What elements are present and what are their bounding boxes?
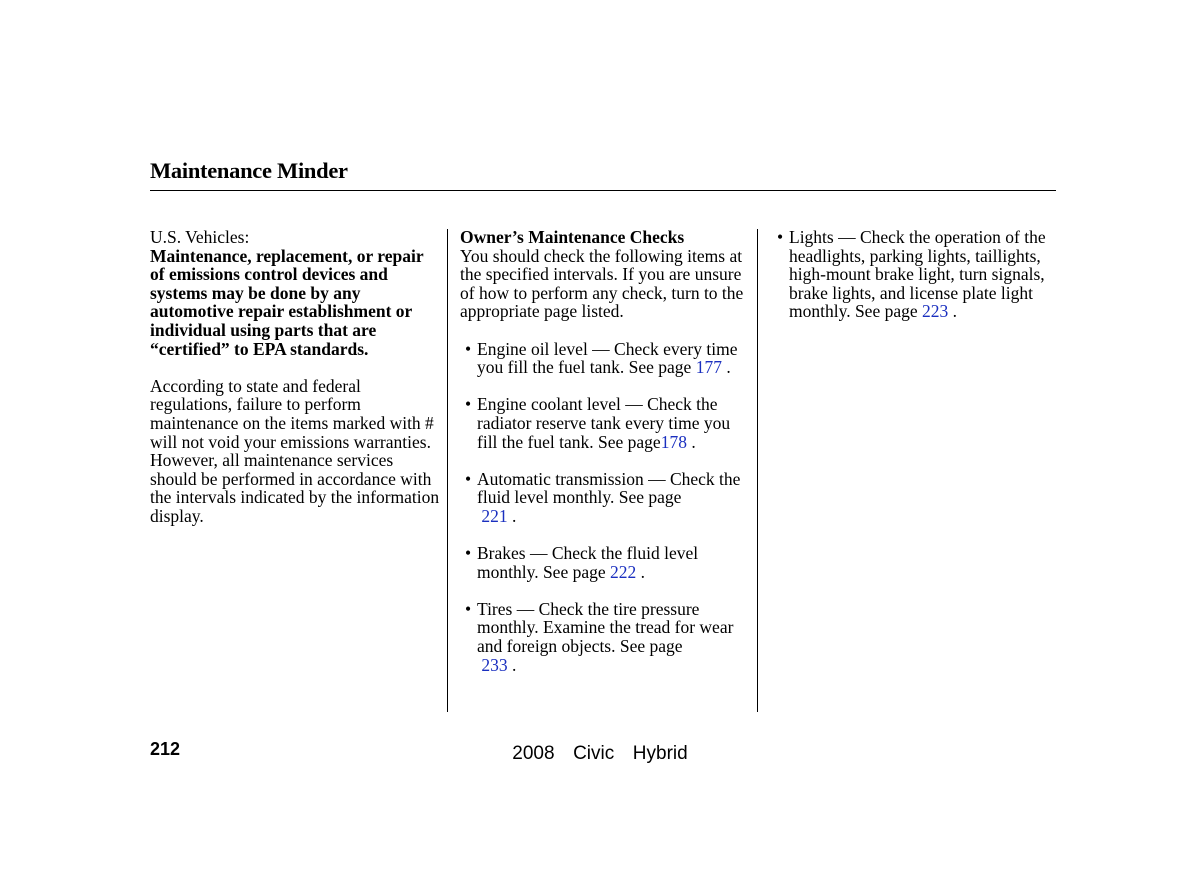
- section-heading: Owner’s Maintenance Checks: [460, 227, 685, 247]
- page-link[interactable]: 222: [610, 561, 637, 582]
- list-item: [460, 600, 752, 674]
- bullet-icon: •: [465, 468, 472, 489]
- regulations-paragraph: According to state and federal regulations, failure to perform maintenance on the items marked with # will not void your emissions warranties. However, all maintenance services should be performed in accordance with the intervals indicated by the information display.: [150, 375, 440, 526]
- page-title: Maintenance Minder: [150, 158, 348, 183]
- bullet-icon: •: [465, 338, 472, 359]
- period: .: [948, 301, 958, 322]
- check-text: Brakes — Check the fluid level monthly. See page: [477, 543, 699, 582]
- footer-model: [0, 743, 1200, 765]
- page-link[interactable]: 221: [481, 505, 508, 526]
- list-item: [460, 340, 752, 377]
- bullet-icon: •: [465, 394, 472, 415]
- check-text: Tires — Check the tire pressure monthly. Examine the tread for wear and foreign objects. See page: [477, 598, 734, 657]
- list-item: [460, 470, 752, 526]
- period: .: [507, 505, 517, 526]
- period: .: [686, 431, 696, 452]
- period: .: [636, 561, 646, 582]
- bullet-icon: •: [777, 227, 784, 247]
- footer-text: 2008 Civic Hybrid: [512, 743, 688, 764]
- page-link[interactable]: 178: [660, 431, 687, 452]
- period: .: [507, 654, 517, 675]
- list-item: [460, 544, 752, 581]
- column-divider: [447, 229, 448, 712]
- check-text: Engine oil level — Check every time you fill the fuel tank. See page: [477, 338, 738, 378]
- list-item: [460, 395, 752, 451]
- check-text: Automatic transmission — Check the fluid level monthly. See page: [477, 468, 741, 508]
- page-link[interactable]: 177: [695, 357, 722, 378]
- column-middle: [460, 228, 752, 674]
- column-left: [150, 228, 442, 526]
- emissions-warning: Maintenance, replacement, or repair of emissions control devices and systems may be done by any automotive repair establishment or individual using parts that are “certified” to EPA standards.: [150, 245, 424, 359]
- column-divider: [757, 229, 758, 712]
- intro-paragraph: You should check the following items at the specified intervals. If you are unsure of how to perform any check, turn to the appropriate page listed.: [460, 245, 744, 322]
- bullet-icon: •: [465, 543, 472, 564]
- check-text: Lights — Check the operation of the headlights, parking lights, taillights, high-mount brake light, turn signals, brake lights, and license plate light monthly. See page: [789, 227, 1046, 322]
- page-number: 212: [150, 739, 181, 759]
- page-link[interactable]: 223: [922, 301, 949, 322]
- page-link[interactable]: 233: [481, 654, 508, 675]
- column-right: [772, 228, 1062, 321]
- list-item: [772, 228, 1062, 321]
- check-text: Engine coolant level — Check the radiator reserve tank every time you fill the fuel tank. See page: [477, 394, 731, 452]
- title-rule: [150, 190, 1056, 191]
- period: .: [721, 357, 731, 378]
- us-vehicles-label: U.S. Vehicles:: [150, 227, 250, 247]
- bullet-icon: •: [465, 598, 472, 619]
